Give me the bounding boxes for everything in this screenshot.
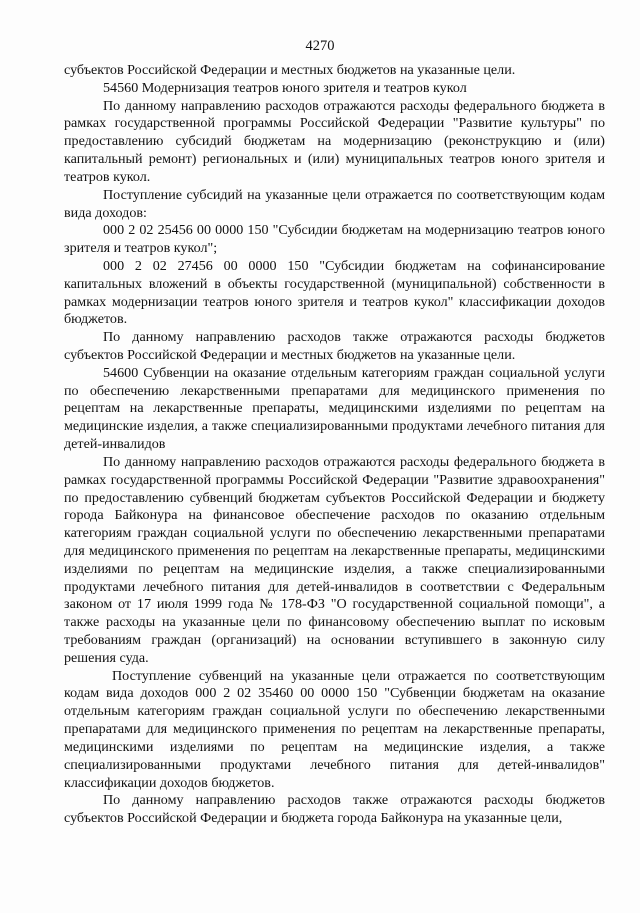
section-heading: 54600 Субвенции на оказание отдельным категориям граждан социальной услуги по обеспечению лекарственными препаратами для медицинского применения по рецептам на лекарственные препараты, медицинскими изделиями по рецептам на медицинские изделия, а также специализированными продуктами лечебного питания для детей-инвалидов [64,364,605,453]
income-code-item: 000 2 02 27456 00 0000 150 "Субсидии бюджетам на софинансирование капитальных вложений в объекты государственной (муниципальной) собственности в рамках модернизации театров юного зрителя и театров кукол" классификации доходов бюджетов. [64,257,605,328]
income-code-item: 000 2 02 25456 00 0000 150 "Субсидии бюджетам на модернизацию театров юного зрителя и театров кукол"; [64,222,605,257]
section-heading: 54560 Модернизация театров юного зрителя и театров кукол [103,79,467,96]
paragraph: По данному направлению расходов также отражаются расходы бюджетов субъектов Российской Федерации и бюджета города Байконура на указанные цели, [64,792,605,827]
paragraph: субъектов Российской Федерации и местных бюджетов на указанные цели. [64,62,516,78]
page-number: 4270 [305,38,335,54]
paragraph: Поступление субвенций на указанные цели отражается по соответствующим кодам вида доходов 000 2 02 35460 00 0000 150 "Субвенции бюджетам на оказание отдельным категориям граждан социальной услуги по обеспечению лекарственными препаратами для медицинского применения по рецептам на лекарственные препараты, медицинскими изделиями по рецептам на медицинские изделия, а также специализированными продуктами лечебного питания для детей-инвалидов" классификации доходов бюджетов. [64,667,605,791]
paragraph: По данному направлению расходов отражаются расходы федерального бюджета в рамках государственной программы Российской Федерации "Развитие культуры" по предоставлению субсидий бюджетам на модернизацию (реконструкцию и (или) капитальный ремонт) региональных и (или) муниципальных театров юного зрителя и театров кукол. [64,97,605,185]
paragraph: Поступление субсидий на указанные цели отражается по соответствующим кодам вида доходов: [64,186,605,221]
paragraph: По данному направлению расходов также отражаются расходы бюджетов субъектов Российской Федерации и местных бюджетов на указанные цели. [64,329,605,363]
paragraph: По данному направлению расходов отражаются расходы федерального бюджета в рамках государственной программы Российской Федерации "Развитие здравоохранения" по предоставлению субвенций бюджетам субъектов Российской Федерации и бюджету города Байконура на финансовое обеспечение расходов по оказанию отдельным категориям граждан социальной услуги по обеспечению лекарственными препаратами для медицинского применения по рецептам на лекарственные препараты, медицинскими изделиями по рецептам на медицинские изделия, а также специализированными продуктами лечебного питания для детей-инвалидов в соответствии с Федеральным законом от 17 июля 1999 года № 178-ФЗ "О государственной социальной помощи", а также расходы на указанные цели по финансовому обеспечению выплат по исковым требованиям граждан (организаций) на основании вступившего в законную силу решения суда. [64,453,605,666]
document-body [64,62,605,828]
